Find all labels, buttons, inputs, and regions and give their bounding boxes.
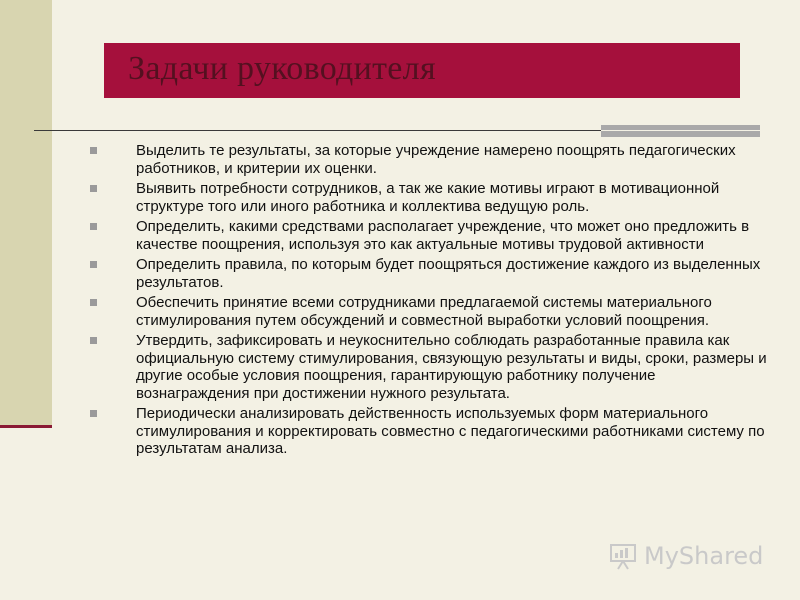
divider-accent-line <box>601 130 760 131</box>
bullet-text: Периодически анализировать действенность используемых форм материального стимулирования и корректировать совместно с педагогическими работниками систему по результатам анализа. <box>136 405 765 457</box>
bullet-text: Определить, какими средствами располагает учреждение, что может оно предложить в качестве поощрения, используя это как актуальные мотивы трудовой активности <box>136 218 750 253</box>
bullet-text: Обеспечить принятие всеми сотрудниками предлагаемой системы материального стимулирования путем обсуждений и совместной выработки условий поощрения. <box>136 294 712 329</box>
divider-accent-block <box>601 125 760 137</box>
bullet-square-icon <box>90 185 97 192</box>
side-decor-strip <box>0 0 52 425</box>
bullet-item <box>88 180 768 215</box>
slide-title: Задачи руководителя <box>128 50 436 87</box>
bullet-text: Выделить те результаты, за которые учреждение намерено поощрять педагогических работников, и критерии их оценки. <box>136 142 736 177</box>
bullet-text: Выявить потребности сотрудников, а так же какие мотивы играют в мотивационной структуре того или иного работника и коллектива ведущую роль. <box>136 180 720 215</box>
bullet-square-icon <box>90 410 97 417</box>
presentation-board-icon <box>608 541 638 571</box>
bullet-square-icon <box>90 223 97 230</box>
bullet-item <box>88 256 768 291</box>
bullet-square-icon <box>90 299 97 306</box>
bullet-text: Определить правила, по которым будет поощряться достижение каждого из выделенных результатов. <box>136 256 761 291</box>
bullet-item <box>88 218 768 253</box>
bullet-item <box>88 332 768 402</box>
bullet-item <box>88 294 768 329</box>
bullet-square-icon <box>90 261 97 268</box>
side-decor-line <box>0 425 52 428</box>
bullet-square-icon <box>90 147 97 154</box>
bullet-item <box>88 405 768 458</box>
bullet-square-icon <box>90 337 97 344</box>
bullet-item <box>88 142 768 177</box>
bullet-list <box>88 142 768 461</box>
watermark-text: MyShared <box>644 542 764 570</box>
bullet-text: Утвердить, зафиксировать и неукоснительно соблюдать разработанные правила как официальную систему стимулирования, связующую результаты и виды, сроки, размеры и другие особые условия поощрения, гарантирующую работнику получение вознаграждения при достижении нужного результата. <box>136 332 767 402</box>
myshared-watermark <box>608 538 763 574</box>
